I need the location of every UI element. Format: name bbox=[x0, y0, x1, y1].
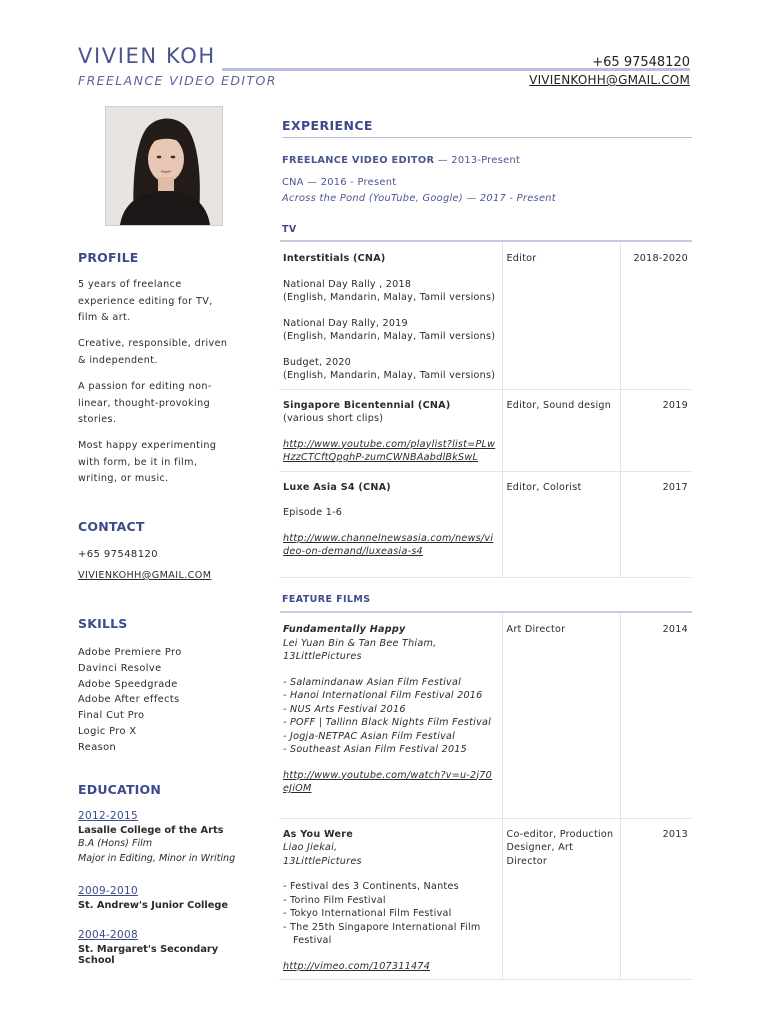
table-row bbox=[279, 471, 692, 577]
work-link[interactable]: http://vimeo.com/107311474 bbox=[283, 960, 431, 972]
festival-item: - Tokyo International Film Festival bbox=[283, 907, 498, 921]
skill-item: Adobe Premiere Pro bbox=[78, 647, 182, 658]
profile-photo bbox=[105, 106, 223, 226]
work-line: Budget, 2020 bbox=[283, 356, 352, 368]
work-role: Editor, Colorist bbox=[502, 471, 620, 577]
skill-item: Reason bbox=[78, 741, 117, 753]
header-phone: +65 97548120 bbox=[592, 55, 690, 70]
experience-current-role bbox=[282, 155, 520, 166]
work-role: Co-editor, Production Designer, Art Director bbox=[502, 818, 620, 980]
tv-table bbox=[279, 243, 692, 578]
festival-item: - NUS Arts Festival 2016 bbox=[283, 703, 498, 717]
work-title: Interstitials bbox=[283, 253, 350, 264]
work-years: 2018-2020 bbox=[620, 243, 692, 389]
contact-email-link[interactable]: VIVIENKOHH@GMAIL.COM bbox=[78, 570, 212, 581]
education-school: Lasalle College of the Arts bbox=[78, 825, 224, 836]
work-line: (various short clips) bbox=[283, 413, 384, 424]
experience-divider bbox=[282, 137, 692, 138]
experience-client: Across the Pond (YouTube, Google) — 2017 - Present bbox=[282, 193, 556, 204]
work-link[interactable]: http://www.youtube.com/playlist?list=PLwHzzCTCftQpghP-zumCWNBAabdlBkSwL bbox=[283, 438, 496, 463]
work-credits: Lei Yuan Bin & Tan Bee Thiam, bbox=[283, 637, 437, 649]
education-entry bbox=[78, 885, 253, 911]
contact-heading: CONTACT bbox=[78, 519, 145, 534]
work-role: Art Director bbox=[502, 614, 620, 818]
skill-item: Logic Pro X bbox=[78, 725, 137, 737]
skills-heading: SKILLS bbox=[78, 616, 128, 631]
table-row bbox=[279, 389, 692, 471]
resume-name: VIVIEN KOH bbox=[78, 44, 216, 68]
work-title: Fundamentally Happy bbox=[283, 624, 406, 635]
work-title: Singapore Bicentennial bbox=[283, 399, 415, 411]
education-entry bbox=[78, 929, 253, 966]
education-school: St. Andrew's Junior College bbox=[78, 900, 229, 911]
festival-item: - Jogja-NETPAC Asian Film Festival bbox=[283, 730, 498, 744]
skill-item: Adobe Speedgrade bbox=[78, 678, 178, 690]
work-years: 2013 bbox=[620, 818, 692, 980]
table-row bbox=[279, 818, 692, 980]
work-title: Luxe Asia S4 bbox=[283, 481, 355, 493]
experience-client: CNA — 2016 - Present bbox=[282, 177, 397, 188]
festival-list bbox=[283, 880, 498, 948]
work-details bbox=[279, 243, 502, 389]
profile-paragraph: Most happy experimenting with form, be it in film, writing, or music. bbox=[78, 440, 217, 484]
work-title-suffix: (CNA) bbox=[349, 253, 386, 264]
work-title-suffix: (CNA) bbox=[414, 399, 451, 411]
header-email-link[interactable]: VIVIENKOHH@GMAIL.COM bbox=[529, 73, 690, 87]
education-years: 2012-2015 bbox=[78, 810, 138, 822]
education-degree: B.A (Hons) Film bbox=[78, 838, 153, 849]
festival-item: - POFF | Tallinn Black Nights Film Festival bbox=[283, 716, 498, 730]
work-line: (English, Mandarin, Malay, Tamil versions) bbox=[283, 292, 496, 303]
education-detail: Major in Editing, Minor in Writing bbox=[78, 853, 236, 864]
films-divider bbox=[280, 611, 692, 613]
festival-item: - Southeast Asian Film Festival 2015 bbox=[283, 743, 498, 757]
work-years: 2014 bbox=[620, 614, 692, 818]
work-role: Editor bbox=[502, 243, 620, 389]
skills-list bbox=[78, 645, 182, 756]
work-link[interactable]: http://www.youtube.com/watch?v=u-2j70eJiOM bbox=[283, 769, 493, 794]
work-title: As You Were bbox=[283, 828, 354, 840]
education-heading: EDUCATION bbox=[78, 782, 162, 797]
skill-item: Final Cut Pro bbox=[78, 710, 145, 722]
profile-paragraph: Creative, responsible, driven & independent. bbox=[78, 338, 228, 366]
tv-divider bbox=[280, 240, 692, 242]
tv-heading: TV bbox=[282, 224, 297, 235]
skill-item: Adobe After effects bbox=[78, 694, 180, 706]
skill-item: Davinci Resolve bbox=[78, 662, 162, 674]
experience-role-title: FREELANCE VIDEO EDITOR bbox=[282, 155, 435, 166]
experience-role-years: — 2013-Present bbox=[434, 155, 521, 166]
work-details bbox=[279, 389, 502, 471]
festival-item: - The 25th Singapore International Film Festival bbox=[283, 921, 498, 948]
work-years: 2017 bbox=[620, 471, 692, 577]
films-heading: FEATURE FILMS bbox=[282, 594, 371, 605]
profile-heading: PROFILE bbox=[78, 250, 139, 265]
work-role: Editor, Sound design bbox=[502, 389, 620, 471]
work-credits: 13LittlePictures bbox=[283, 855, 362, 867]
education-years: 2004-2008 bbox=[78, 929, 138, 941]
experience-heading: EXPERIENCE bbox=[282, 118, 373, 133]
work-line: National Day Rally , 2018 bbox=[283, 278, 412, 290]
profile-paragraph: A passion for editing non-linear, thought-provoking stories. bbox=[78, 381, 212, 425]
work-line: Episode 1-6 bbox=[283, 507, 343, 518]
work-title-suffix: (CNA) bbox=[354, 481, 391, 493]
work-link[interactable]: http://www.channelnewsasia.com/news/video-on-demand/luxeasia-s4 bbox=[283, 532, 494, 557]
education-school: St. Margaret's Secondary School bbox=[78, 944, 219, 966]
table-row bbox=[279, 614, 692, 818]
work-line: (English, Mandarin, Malay, Tamil versions) bbox=[283, 370, 496, 381]
profile-paragraph: 5 years of freelance experience editing for TV, film & art. bbox=[78, 279, 213, 323]
work-credits: 13LittlePictures bbox=[283, 651, 362, 662]
films-table bbox=[279, 614, 692, 980]
resume-role: FREELANCE VIDEO EDITOR bbox=[78, 73, 277, 88]
work-line: (English, Mandarin, Malay, Tamil versions) bbox=[283, 331, 496, 342]
table-row bbox=[279, 243, 692, 389]
work-line: National Day Rally, 2019 bbox=[283, 317, 408, 329]
work-details bbox=[279, 614, 502, 818]
education-entry bbox=[78, 810, 253, 866]
festival-item: - Hanoi International Film Festival 2016 bbox=[283, 689, 498, 703]
work-details bbox=[279, 471, 502, 577]
festival-list bbox=[283, 676, 498, 757]
work-credits: Liao Jiekai, bbox=[283, 842, 338, 853]
work-years: 2019 bbox=[620, 389, 692, 471]
festival-item: - Festival des 3 Continents, Nantes bbox=[283, 880, 498, 894]
festival-item: - Torino Film Festival bbox=[283, 894, 498, 908]
education-years: 2009-2010 bbox=[78, 885, 138, 897]
contact-phone: +65 97548120 bbox=[78, 549, 158, 560]
festival-item: - Salamindanaw Asian Film Festival bbox=[283, 676, 498, 690]
work-details bbox=[279, 818, 502, 980]
